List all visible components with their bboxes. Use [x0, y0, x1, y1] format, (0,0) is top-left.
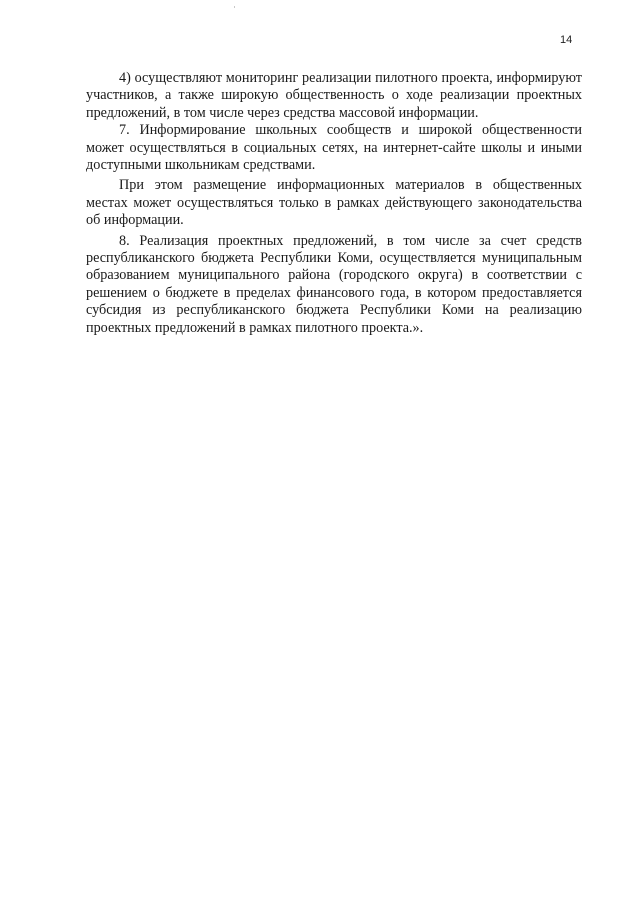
paragraph-8-implementation: 8. Реализация проектных предложений, в том числе за счет средств республиканского бюджета Республики Коми, осуществляется муниципальным образованием муниципального района (городского округа) в соответствии с решением о бюджете в пределах финансового года, в котором предоставляется субсидия из республиканского бюджета Республики Коми на реализацию проектных предложений в рамках пилотного проекта.».	[86, 232, 582, 336]
document-body	[86, 70, 582, 337]
scan-artifact	[234, 6, 235, 8]
paragraph-monitoring: 4) осуществляют мониторинг реализации пилотного проекта, информируют участников, а также широкую общественность о ходе реализации проектных предложений, в том числе через средства массовой информации.	[86, 70, 582, 121]
paragraph-7-informing: 7. Информирование школьных сообществ и широкой общественности может осуществляться в социальных сетях, на интернет-сайте школы и иными доступными школьникам средствами.	[86, 122, 582, 174]
page-number: 14	[560, 34, 573, 46]
paragraph-placement: При этом размещение информационных материалов в общественных местах может осуществляться только в рамках действующего законодательства об информации.	[86, 177, 582, 229]
